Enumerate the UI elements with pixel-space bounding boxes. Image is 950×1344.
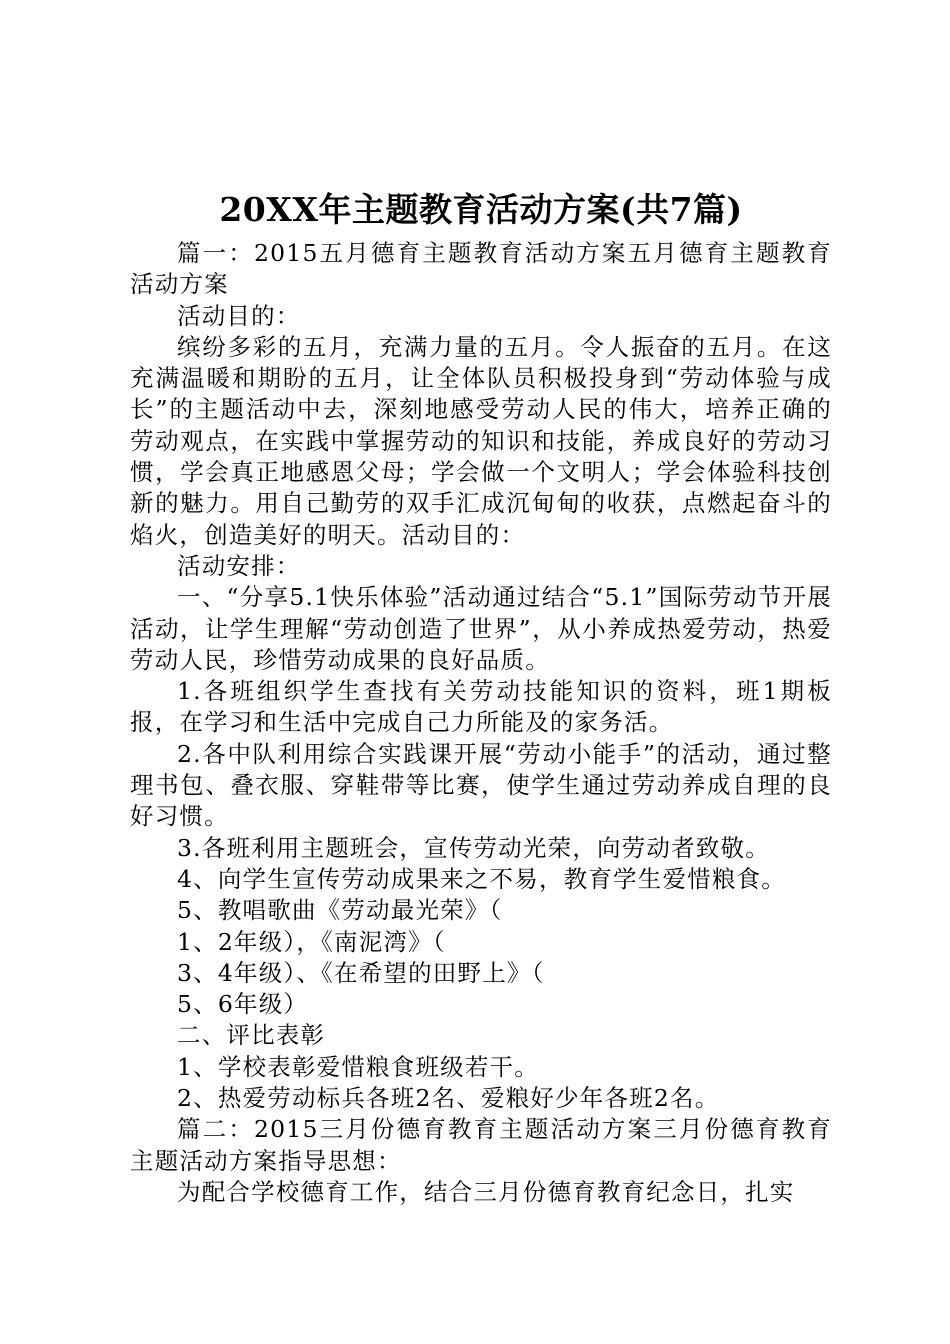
paragraph-item-two-heading: 二、评比表彰 <box>177 1021 326 1050</box>
paragraph-subitem-3: 3.各班利用主题班会，宣传劳动光荣，向劳动者致敬。 <box>177 833 770 862</box>
document-page <box>130 186 832 1208</box>
paragraph-part-one-heading: 篇一：2015五月德育主题教育活动方案五月德育主题教育活动方案 <box>130 239 832 299</box>
paragraph-activity-purpose-label: 活动目的： <box>177 301 301 330</box>
paragraph-activity-arrangement-label: 活动安排： <box>177 551 301 580</box>
paragraph-grade-1-2: 1、2年级），《南泥湾》（ <box>177 927 446 956</box>
paragraph-part-two-heading: 篇二：2015三月份德育教育主题活动方案三月份德育教育主题活动方案指导思想： <box>130 1115 832 1175</box>
document-title: 20XX年主题教育活动方案(共7篇) <box>219 190 743 229</box>
paragraph-award-2: 2、热爱劳动标兵各班2名、爱粮好少年各班2名。 <box>177 1084 720 1113</box>
paragraph-subitem-5: 5、教唱歌曲《劳动最光荣》（ <box>177 896 503 925</box>
paragraph-grade-5-6: 5、6年级） <box>177 990 309 1019</box>
paragraph-award-1: 1、学校表彰爱惜粮食班级若干。 <box>177 1052 539 1081</box>
document-body <box>130 238 832 1208</box>
paragraph-item-one: 一、“分享5.1快乐体验”活动通过结合“5.1”国际劳动节开展活动，让学生理解“劳动创造了世界”，从小养成热爱劳动，热爱劳动人民，珍惜劳动成果的良好品质。 <box>130 583 832 674</box>
paragraph-part-two-text: 为配合学校德育工作，结合三月份德育教育纪念日，扎实 <box>177 1177 795 1206</box>
paragraph-subitem-4: 4、向学生宣传劳动成果来之不易，教育学生爱惜粮食。 <box>177 864 786 893</box>
paragraph-grade-3-4: 3、4年级）、《在希望的田野上》（ <box>177 958 545 987</box>
paragraph-subitem-2: 2.各中队利用综合实践课开展“劳动小能手”的活动，通过整理书包、叠衣服、穿鞋带等比赛，使学生通过劳动养成自理的良好习惯。 <box>130 739 832 831</box>
paragraph-activity-purpose-text: 缤纷多彩的五月，充满力量的五月。令人振奋的五月。在这充满温暖和期盼的五月，让全体队员积极投身到“劳动体验与成长”的主题活动中去，深刻地感受劳动人民的伟大，培养正确的劳动观点，在实践中掌握劳动的知识和技能，养成良好的劳动习惯，学会真正地感恩父母；学会做一个文明人；学会体验科技创新的魅力。用自己勤劳的双手汇成沉甸甸的收获，点燃起奋斗的焰火，创造美好的明天。活动目的： <box>130 332 832 549</box>
paragraph-subitem-1: 1.各班组织学生查找有关劳动技能知识的资料，班1期板报，在学习和生活中完成自己力所能及的家务活。 <box>130 677 832 737</box>
